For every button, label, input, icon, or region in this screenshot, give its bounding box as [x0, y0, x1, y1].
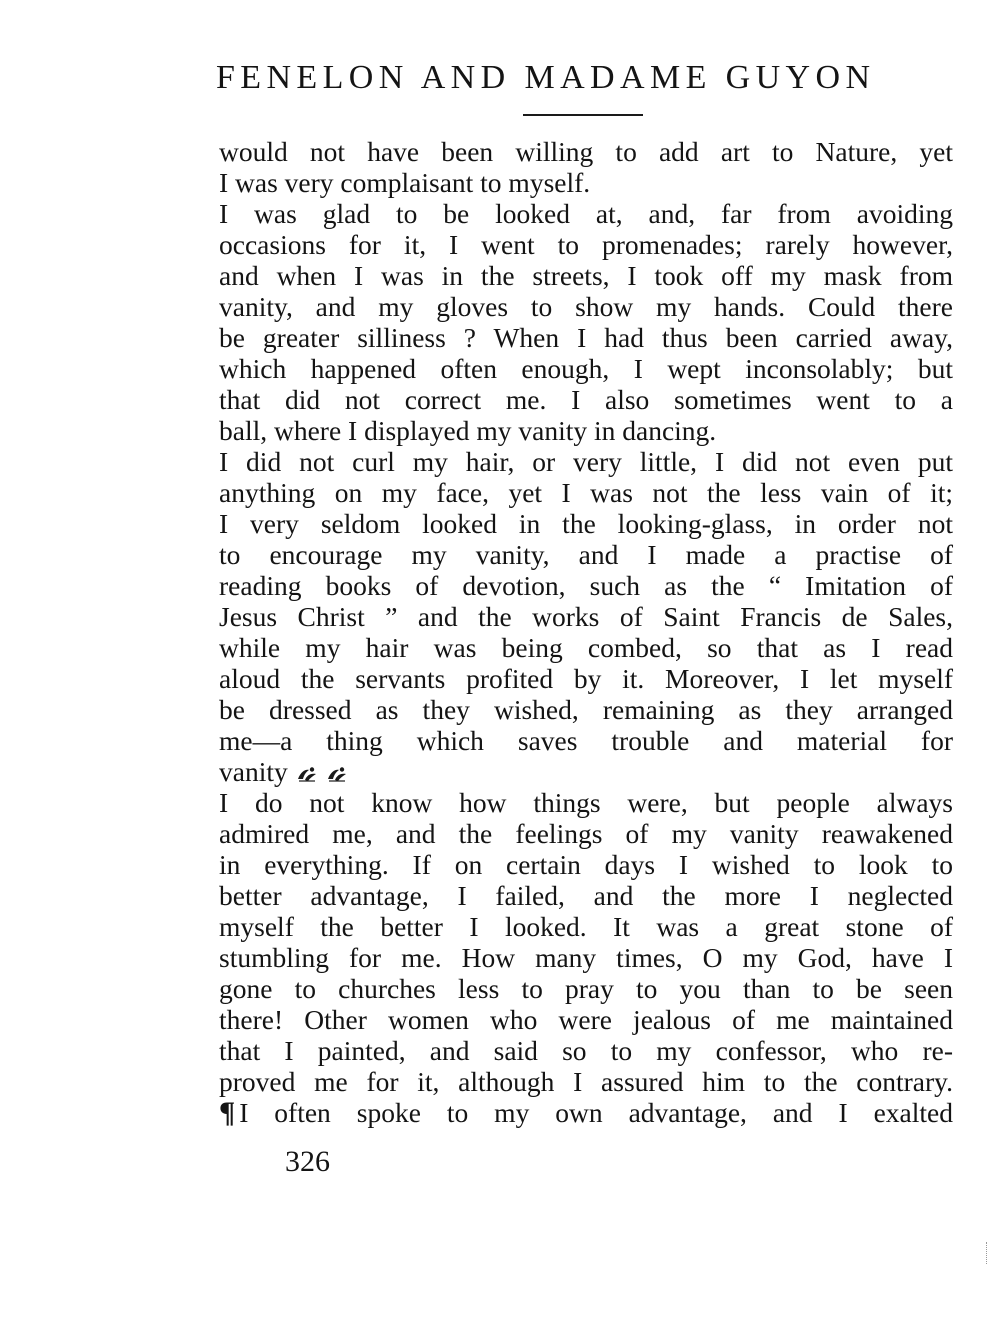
text-line: Jesus Christ ” and the works of Saint Francis de Sales, [219, 601, 953, 632]
text-line: vanity, and my gloves to show my hands. Could there [219, 291, 953, 322]
body-text [219, 136, 953, 1128]
text-line: stumbling for me. How many times, O my God, have I [219, 942, 953, 973]
page-number: 326 [285, 1145, 330, 1178]
text-line: that I painted, and said so to my confessor, who re- [219, 1035, 953, 1066]
text-line: ball, where I displayed my vanity in dancing. [219, 415, 717, 446]
text-line: while my hair was being combed, so that as I read [219, 632, 953, 663]
text-line: I was very complaisant to myself. [219, 167, 591, 198]
text-line: admired me, and the feelings of my vanity reawakened [219, 818, 953, 849]
text-line: me—a thing which saves trouble and material for [219, 725, 953, 756]
text-line: vanity [219, 756, 288, 787]
text-line: myself the better I looked. It was a great stone of [219, 911, 953, 942]
text-line: would not have been willing to add art to Nature, yet [219, 136, 953, 167]
running-head: FENELON AND MADAME GUYON [216, 59, 876, 96]
text-line: I did not curl my hair, or very little, I did not even put [219, 446, 953, 477]
text-line: I was glad to be looked at, and, far from avoiding [219, 198, 953, 229]
text-line: I very seldom looked in the looking-glass, in order not [219, 508, 953, 539]
text-line: I do not know how things were, but people always [219, 787, 953, 818]
text-line: to encourage my vanity, and I made a practise of [219, 539, 953, 570]
pilcrow-icon: ¶ [219, 1096, 236, 1129]
text-line: which happened often enough, I wept inconsolably; but [219, 353, 953, 384]
text-line-with-pilcrow [219, 1097, 953, 1128]
text-line: be greater silliness ? When I had thus been carried away, [219, 322, 953, 353]
fleuron-icon [296, 766, 318, 782]
text-line: occasions for it, I went to promenades; rarely however, [219, 229, 953, 260]
fleuron-icon [326, 766, 348, 782]
text-line: I often spoke to my own advantage, and I exalted [239, 1097, 953, 1128]
text-line: and when I was in the streets, I took off my mask from [219, 260, 953, 291]
text-line: proved me for it, although I assured him to the contrary. [219, 1066, 953, 1097]
text-line: reading books of devotion, such as the “ Imitation of [219, 570, 953, 601]
text-line: in everything. If on certain days I wished to look to [219, 849, 953, 880]
header-rule [523, 114, 643, 116]
text-line: better advantage, I failed, and the more I neglected [219, 880, 953, 911]
text-line-with-fleurons [219, 756, 953, 787]
text-line: aloud the servants profited by it. Moreover, I let myself [219, 663, 953, 694]
text-line: anything on my face, yet I was not the less vain of it; [219, 477, 953, 508]
text-line: there! Other women who were jealous of me maintained [219, 1004, 953, 1035]
text-line: gone to churches less to pray to you than to be seen [219, 973, 953, 1004]
margin-mark [986, 1242, 988, 1264]
text-line: be dressed as they wished, remaining as they arranged [219, 694, 953, 725]
text-line: that did not correct me. I also sometimes went to a [219, 384, 953, 415]
